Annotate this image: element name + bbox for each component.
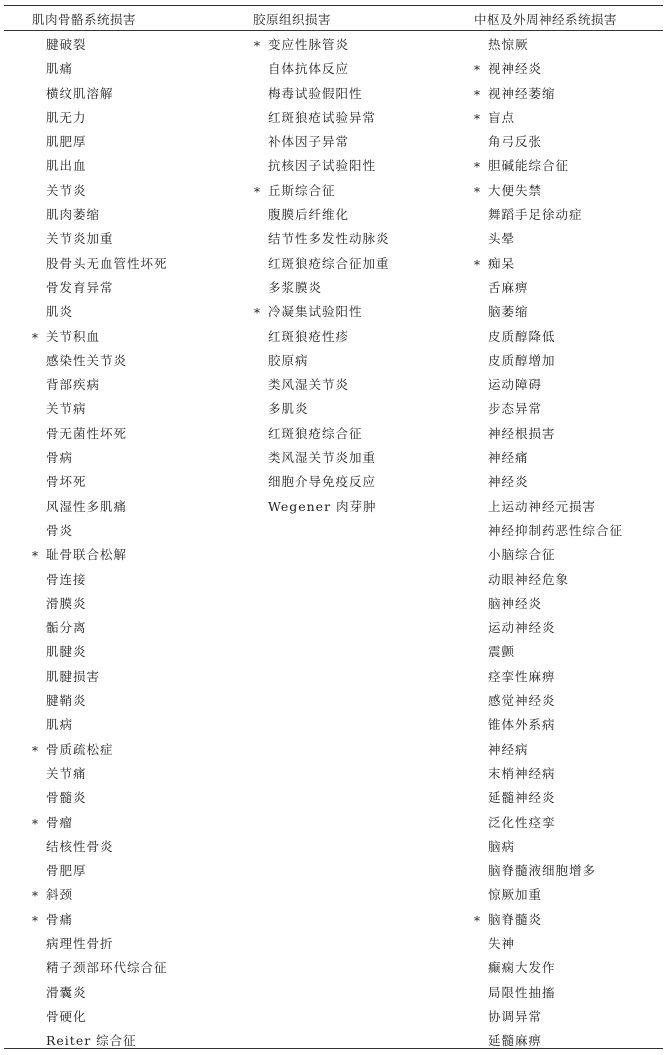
list-item <box>488 373 623 397</box>
list-item-text: 肌出血 <box>46 158 87 174</box>
list-item <box>46 592 168 616</box>
asterisk-marker: * <box>32 913 39 928</box>
list-item <box>32 543 168 567</box>
list-item-text: 舌麻痹 <box>488 279 529 295</box>
list-item-text: 视神经萎缩 <box>488 85 556 101</box>
list-item-text: 类风湿关节炎加重 <box>268 450 377 466</box>
list-item-text: 脑脊髓炎 <box>488 911 543 927</box>
list-item-text: 细胞介导免疫反应 <box>268 474 377 490</box>
list-item <box>488 1029 623 1053</box>
list-item <box>488 470 623 494</box>
list-item <box>46 154 168 178</box>
asterisk-marker: * <box>254 184 261 199</box>
list-item <box>488 689 623 713</box>
table-bottom-rule <box>4 1048 663 1049</box>
list-item-text: 滑囊炎 <box>46 984 87 1000</box>
list-item-text: 感觉神经炎 <box>488 693 556 709</box>
list-item <box>488 640 623 664</box>
list-item-text: 风湿性多肌痛 <box>46 498 128 514</box>
list-item-text: 脑神经炎 <box>488 595 543 611</box>
list-item <box>46 106 168 130</box>
list-item <box>474 179 623 203</box>
list-item-text: 肌无力 <box>46 109 87 125</box>
list-item-text: 多浆膜炎 <box>268 279 323 295</box>
list-item <box>268 422 390 446</box>
list-item-text: 舞蹈手足徐动症 <box>488 207 583 223</box>
list-item-text: 肌痛 <box>46 61 74 77</box>
musculoskeletal-list <box>32 33 168 1053</box>
list-item-text: Wegener 肉芽肿 <box>268 498 377 514</box>
list-item <box>488 592 623 616</box>
list-item <box>46 300 168 324</box>
list-item-text: 斜颈 <box>46 887 74 903</box>
list-item-text: 协调异常 <box>488 1008 543 1024</box>
list-item <box>32 908 168 932</box>
list-item <box>32 738 168 762</box>
list-item <box>46 665 168 689</box>
header-rule <box>4 30 663 31</box>
asterisk-marker: * <box>32 743 39 758</box>
list-item-text: 红斑狼疮试验异常 <box>268 109 377 125</box>
list-item <box>488 568 623 592</box>
list-item-text: 头晕 <box>488 231 516 247</box>
list-item <box>46 179 168 203</box>
asterisk-marker: * <box>32 549 39 564</box>
list-item <box>32 325 168 349</box>
list-item-text: 骨炎 <box>46 522 74 538</box>
asterisk-marker: * <box>474 63 481 78</box>
list-item-text: 痴呆 <box>488 255 516 271</box>
list-item <box>46 470 168 494</box>
list-item <box>488 519 623 543</box>
list-item-text: 关节病 <box>46 401 87 417</box>
list-item <box>488 713 623 737</box>
list-item-text: 失神 <box>488 935 516 951</box>
list-item-text: 胆碱能综合征 <box>488 158 570 174</box>
list-item <box>488 738 623 762</box>
list-item <box>488 33 623 57</box>
list-item <box>46 397 168 421</box>
list-item <box>474 252 623 276</box>
table-top-rule <box>4 5 663 6</box>
list-item-text: 局限性抽搐 <box>488 984 556 1000</box>
list-item <box>268 130 390 154</box>
list-item <box>46 689 168 713</box>
list-item-text: 自体抗体反应 <box>268 61 350 77</box>
asterisk-marker: * <box>474 184 481 199</box>
list-item-text: 肌腱损害 <box>46 668 101 684</box>
list-item <box>46 82 168 106</box>
list-item-text: 感染性关节炎 <box>46 352 128 368</box>
list-item-text: 关节炎加重 <box>46 231 114 247</box>
list-item <box>488 786 623 810</box>
list-item <box>268 276 390 300</box>
list-item <box>46 932 168 956</box>
asterisk-marker: * <box>32 889 39 904</box>
list-item-text: 神经痛 <box>488 450 529 466</box>
list-item-text: 癫痫大发作 <box>488 960 556 976</box>
list-item-text: 延髓神经炎 <box>488 790 556 806</box>
list-item <box>46 276 168 300</box>
list-item-text: 视神经炎 <box>488 61 543 77</box>
list-item <box>46 57 168 81</box>
list-item <box>46 713 168 737</box>
list-item-text: 关节炎 <box>46 182 87 198</box>
list-item-text: 耻骨联合松解 <box>46 547 128 563</box>
list-item <box>46 956 168 980</box>
list-item <box>488 422 623 446</box>
list-item <box>254 300 390 324</box>
asterisk-marker: * <box>474 913 481 928</box>
list-item-text: 滑膜炎 <box>46 595 87 611</box>
asterisk-marker: * <box>474 87 481 102</box>
list-item <box>268 203 390 227</box>
list-item-text: 骺分离 <box>46 620 87 636</box>
list-item <box>488 835 623 859</box>
list-item-text: 小脑综合征 <box>488 547 556 563</box>
asterisk-marker: * <box>254 39 261 53</box>
list-item-text: 神经抑制药恶性综合征 <box>488 522 624 538</box>
list-item <box>268 325 390 349</box>
list-item <box>46 762 168 786</box>
list-item-text: 结节性多发性动脉炎 <box>268 231 390 247</box>
list-item <box>488 883 623 907</box>
list-item <box>488 397 623 421</box>
list-item-text: 皮质醇增加 <box>488 352 556 368</box>
list-item <box>488 227 623 251</box>
list-item-text: 骨质疏松症 <box>46 741 114 757</box>
list-item <box>46 1029 168 1053</box>
list-item-text: 补体因子异常 <box>268 134 350 150</box>
list-item <box>268 227 390 251</box>
list-item-text: 结核性骨炎 <box>46 838 114 854</box>
list-item-text: 运动障碍 <box>488 377 543 393</box>
list-item-text: 冷凝集试验阳性 <box>268 304 363 320</box>
list-item <box>46 859 168 883</box>
list-item-text: 痉挛性麻痹 <box>488 668 556 684</box>
list-item-text: 肌肥厚 <box>46 134 87 150</box>
list-item <box>268 495 390 519</box>
list-item <box>474 908 623 932</box>
list-item-text: 腱破裂 <box>46 37 87 52</box>
list-item-text: 动眼神经危象 <box>488 571 570 587</box>
list-item-text: 肌腱炎 <box>46 644 87 660</box>
list-item <box>46 203 168 227</box>
list-item <box>488 956 623 980</box>
list-item-text: 骨肥厚 <box>46 863 87 879</box>
list-item-text: 神经炎 <box>488 474 529 490</box>
list-item <box>46 130 168 154</box>
list-item-text: 皮质醇降低 <box>488 328 556 344</box>
list-item <box>46 786 168 810</box>
list-item <box>488 981 623 1005</box>
list-item-text: 骨无菌性坏死 <box>46 425 128 441</box>
list-item <box>46 981 168 1005</box>
list-item-text: 脑病 <box>488 838 516 854</box>
list-item <box>46 616 168 640</box>
list-item-text: 大便失禁 <box>488 182 543 198</box>
column-header-musculoskeletal: 肌肉骨骼系统损害 <box>32 12 137 27</box>
list-item-text: 延髓麻痹 <box>488 1033 543 1049</box>
list-item <box>488 1005 623 1029</box>
list-item <box>488 811 623 835</box>
list-item <box>46 446 168 470</box>
list-item-text: 背部疾病 <box>46 377 101 393</box>
list-item <box>488 300 623 324</box>
list-item-text: 骨病 <box>46 450 74 466</box>
list-item <box>488 543 623 567</box>
list-item-text: 脑脊髓液细胞增多 <box>488 863 597 879</box>
list-item <box>488 349 623 373</box>
list-item <box>32 883 168 907</box>
list-item <box>268 82 390 106</box>
list-item <box>488 325 623 349</box>
list-item <box>268 252 390 276</box>
list-item <box>254 179 390 203</box>
list-item-text: 梅毒试验假阳性 <box>268 85 363 101</box>
asterisk-marker: * <box>474 257 481 272</box>
list-item <box>474 57 623 81</box>
list-item-text: 胶原病 <box>268 352 309 368</box>
list-item <box>268 446 390 470</box>
list-item-text: 热惊厥 <box>488 37 529 52</box>
list-item <box>488 203 623 227</box>
list-item-text: 泛化性痉挛 <box>488 814 556 830</box>
list-item <box>488 932 623 956</box>
list-item <box>474 82 623 106</box>
list-item-text: 盲点 <box>488 109 516 125</box>
collagen-list <box>254 33 390 519</box>
list-item <box>254 33 390 57</box>
list-item-text: 末梢神经病 <box>488 765 556 781</box>
list-item-text: 红斑狼疮综合征加重 <box>268 255 390 271</box>
list-item-text: 神经根损害 <box>488 425 556 441</box>
list-item-text: 病理性骨折 <box>46 935 114 951</box>
list-item <box>46 835 168 859</box>
asterisk-marker: * <box>254 306 261 321</box>
list-item <box>268 373 390 397</box>
asterisk-marker: * <box>474 111 481 126</box>
list-item <box>268 349 390 373</box>
list-item <box>46 495 168 519</box>
list-item <box>488 276 623 300</box>
list-item <box>46 422 168 446</box>
list-item <box>474 154 623 178</box>
list-item-text: 锥体外系病 <box>488 717 556 733</box>
list-item <box>268 397 390 421</box>
list-item-text: 惊厥加重 <box>488 887 543 903</box>
list-item <box>488 665 623 689</box>
list-item-text: 多肌炎 <box>268 401 309 417</box>
list-item <box>46 227 168 251</box>
list-item <box>488 495 623 519</box>
list-item-text: 变应性脉管炎 <box>268 37 350 52</box>
list-item-text: 腱鞘炎 <box>46 693 87 709</box>
list-item-text: 关节痛 <box>46 765 87 781</box>
list-item <box>46 252 168 276</box>
list-item <box>32 811 168 835</box>
list-item <box>46 373 168 397</box>
column-header-nervous-system: 中枢及外周神经系统损害 <box>474 12 618 27</box>
list-item-text: Reiter 综合征 <box>46 1033 137 1049</box>
list-item <box>488 130 623 154</box>
list-item-text: 抗核因子试验阳性 <box>268 158 377 174</box>
asterisk-marker: * <box>32 330 39 345</box>
list-item-text: 骨硬化 <box>46 1008 87 1024</box>
list-item-text: 股骨头无血管性坏死 <box>46 255 168 271</box>
list-item <box>46 33 168 57</box>
list-item-text: 震颤 <box>488 644 516 660</box>
list-item <box>488 859 623 883</box>
list-item-text: 类风湿关节炎 <box>268 377 350 393</box>
list-item <box>46 519 168 543</box>
list-item <box>46 349 168 373</box>
list-item-text: 骨连接 <box>46 571 87 587</box>
list-item-text: 关节积血 <box>46 328 101 344</box>
list-item <box>488 616 623 640</box>
list-item-text: 骨髓炎 <box>46 790 87 806</box>
list-item <box>474 106 623 130</box>
list-item-text: 步态异常 <box>488 401 543 417</box>
nervous-system-list <box>474 33 624 1053</box>
list-item-text: 横纹肌溶解 <box>46 85 114 101</box>
list-item <box>268 154 390 178</box>
list-item <box>46 568 168 592</box>
list-item <box>46 1005 168 1029</box>
asterisk-marker: * <box>474 160 481 175</box>
list-item-text: 肌肉萎缩 <box>46 207 101 223</box>
asterisk-marker: * <box>32 816 39 831</box>
list-item-text: 神经病 <box>488 741 529 757</box>
list-item-text: 脑萎缩 <box>488 304 529 320</box>
list-item-text: 精子颈部环代综合征 <box>46 960 168 976</box>
list-item-text: 骨坏死 <box>46 474 87 490</box>
list-item-text: 腹膜后纤维化 <box>268 207 350 223</box>
list-item-text: 骨痛 <box>46 911 74 927</box>
list-item-text: 肌病 <box>46 717 74 733</box>
list-item <box>268 106 390 130</box>
list-item <box>268 470 390 494</box>
list-item <box>488 762 623 786</box>
list-item <box>46 640 168 664</box>
list-item-text: 红斑狼疮性疹 <box>268 328 350 344</box>
list-item <box>488 446 623 470</box>
list-item-text: 肌炎 <box>46 304 74 320</box>
list-item-text: 红斑狼疮综合征 <box>268 425 363 441</box>
list-item <box>268 57 390 81</box>
list-item-text: 运动神经炎 <box>488 620 556 636</box>
list-item-text: 骨瘤 <box>46 814 74 830</box>
list-item-text: 丘斯综合征 <box>268 182 336 198</box>
list-item-text: 骨发育异常 <box>46 279 114 295</box>
list-item-text: 上运动神经元损害 <box>488 498 597 514</box>
list-item-text: 角弓反张 <box>488 134 543 150</box>
column-header-collagen: 胶原组织损害 <box>253 12 332 27</box>
